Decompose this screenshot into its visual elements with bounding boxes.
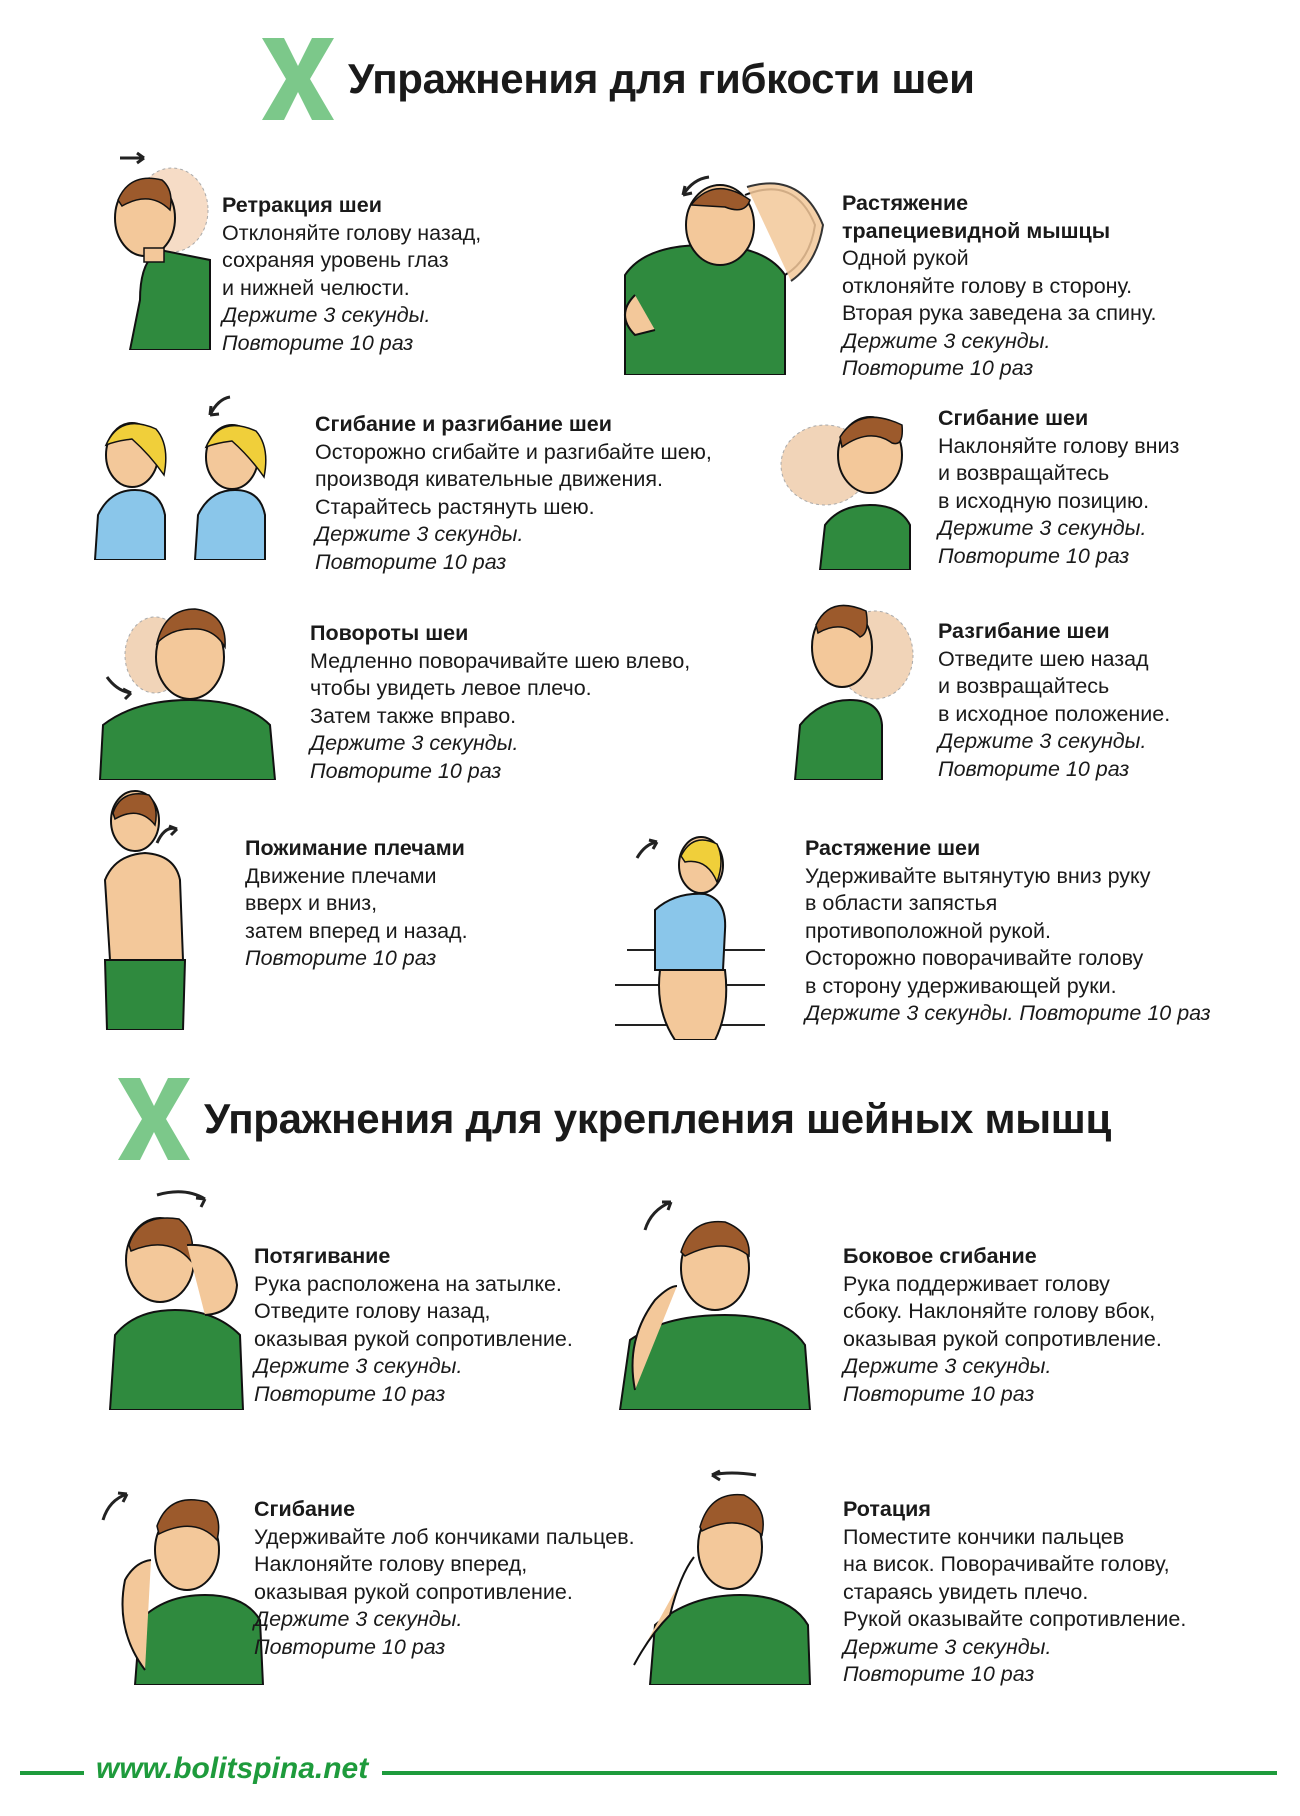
exercise-repetitions: Держите 3 секунды. Повторите 10 раз — [938, 729, 1147, 781]
section-header-flexibility — [262, 38, 975, 120]
exercise-neck-stretch — [805, 835, 1211, 1028]
exercise-shoulder-shrug — [245, 835, 468, 973]
exercise-title: Боковое сгибание — [843, 1244, 1037, 1268]
footer-divider-right — [382, 1771, 1277, 1775]
section-title: Упражнения для гибкости шеи — [348, 55, 975, 102]
exercise-repetitions: Держите 3 секунды. Повторите 10 раз — [938, 516, 1147, 568]
footer-divider-left — [20, 1771, 84, 1775]
exercise-repetitions: Держите 3 секунды. Повторите 10 раз — [310, 731, 519, 783]
exercise-head-pull-back — [254, 1243, 573, 1408]
head-pull-back-illustration — [105, 1185, 255, 1410]
exercise-neck-retraction — [222, 192, 481, 357]
exercise-repetitions: Держите 3 секунды. Повторите 10 раз — [254, 1354, 463, 1406]
exercise-description: Рука расположена на затылке. Отведите голову назад, оказывая рукой сопротивление. — [254, 1271, 573, 1351]
exercise-repetitions: Держите 3 секунды. Повторите 10 раз — [843, 1354, 1052, 1406]
exercise-title: Растяжение шеи — [805, 836, 981, 860]
exercise-description: Наклоняйте голову вниз и возвращайтесь в исходную позицию. — [938, 433, 1180, 513]
exercise-neck-rotation — [310, 620, 690, 785]
neck-extension-illustration — [790, 585, 930, 780]
green-x-mark-icon — [118, 1078, 190, 1160]
exercise-title: Сгибание шеи — [938, 406, 1089, 430]
neck-retraction-illustration — [100, 150, 220, 350]
exercise-neck-extension — [938, 618, 1170, 783]
exercise-neck-flexion — [938, 405, 1179, 570]
exercise-trapezius-stretch — [842, 190, 1156, 383]
section-title: Упражнения для укрепления шейных мышц — [204, 1095, 1112, 1142]
exercise-title: Разгибание шеи — [938, 619, 1110, 643]
exercise-description: Осторожно сгибайте и разгибайте шею, производя кивательные движения. Старайтесь растянуть шею. — [315, 439, 712, 519]
exercise-title: Повороты шеи — [310, 621, 469, 645]
exercise-rotation — [843, 1496, 1186, 1689]
exercise-description: Удерживайте вытянутую вниз руку в области запястья противоположной рукой. Осторожно поворачивайте голову в сторону удерживающей руки. — [805, 863, 1151, 998]
exercise-description: Одной рукой отклоняйте голову в сторону. Вторая рука заведена за спину. — [842, 246, 1157, 325]
exercise-lateral-flexion — [843, 1243, 1162, 1408]
neck-stretch-illustration — [615, 820, 780, 1040]
exercise-repetitions: Держите 3 секунды. Повторите 10 раз — [254, 1607, 463, 1659]
exercise-repetitions: Держите 3 секунды. Повторите 10 раз — [805, 1001, 1211, 1025]
exercise-description: Поместите кончики пальцев на висок. Поворачивайте голову, стараясь увидеть плечо. Рукой оказывайте сопротивление. — [843, 1524, 1187, 1631]
exercise-repetitions: Держите 3 секунды. Повторите 10 раз — [842, 328, 1051, 380]
footer-website-link[interactable]: www.bolitspina.net — [96, 1752, 369, 1785]
exercise-description: Отклоняйте голову назад, сохраняя уровень глаз и нижней челюсти. — [222, 220, 482, 300]
exercise-description: Движение плечами вверх и вниз, затем вперед и назад. — [245, 863, 468, 943]
exercise-title: Потягивание — [254, 1244, 391, 1268]
exercise-repetitions: Держите 3 секунды. Повторите 10 раз — [843, 1634, 1052, 1686]
exercise-title: Растяжение трапециевидной мышцы — [842, 191, 1111, 243]
shoulder-shrug-illustration — [95, 785, 205, 1030]
exercise-title: Пожимание плечами — [245, 836, 465, 860]
neck-flexion-illustration — [780, 395, 925, 570]
exercise-title: Ротация — [843, 1497, 931, 1521]
section-header-strengthening — [118, 1078, 1111, 1160]
rotation-illustration — [630, 1465, 815, 1685]
exercise-title: Сгибание — [254, 1497, 356, 1521]
exercise-forward-flexion — [254, 1496, 635, 1661]
lateral-flexion-illustration — [615, 1190, 815, 1410]
exercise-description: Рука поддерживает голову сбоку. Наклоняйте голову вбок, оказывая рукой сопротивление. — [843, 1271, 1162, 1351]
exercise-description: Медленно поворачивайте шею влево, чтобы увидеть левое плечо. Затем также вправо. — [310, 648, 691, 728]
neck-flexion-extension-illustration — [90, 385, 305, 560]
exercise-description: Отведите шею назад и возвращайтесь в исходное положение. — [938, 646, 1171, 726]
exercise-repetitions: Повторите 10 раз — [245, 946, 437, 970]
green-x-mark-icon — [262, 38, 334, 120]
exercise-description: Удерживайте лоб кончиками пальцев. Наклоняйте голову вперед, оказывая рукой сопротивление. — [254, 1524, 635, 1604]
exercise-repetitions: Держите 3 секунды. Повторите 10 раз — [315, 522, 524, 574]
exercise-title: Ретракция шеи — [222, 193, 382, 217]
trapezius-stretch-illustration — [605, 165, 835, 375]
neck-rotation-illustration — [95, 595, 280, 780]
exercise-title: Сгибание и разгибание шеи — [315, 412, 612, 436]
exercise-repetitions: Держите 3 секунды. Повторите 10 раз — [222, 303, 431, 355]
exercise-neck-flexion-extension — [315, 411, 712, 576]
forward-flexion-illustration — [95, 1470, 265, 1685]
